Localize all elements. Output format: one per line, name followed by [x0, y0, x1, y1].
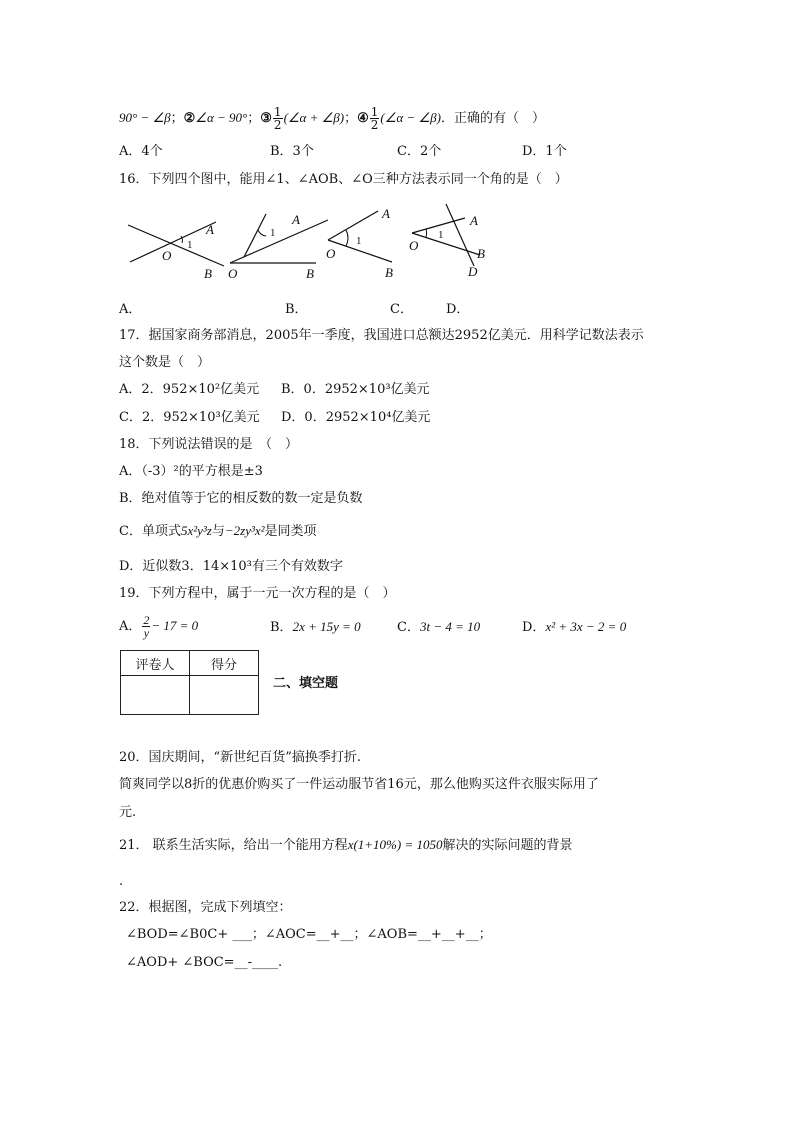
- q16-b-label-A: A: [292, 212, 300, 227]
- q18-c-suffix: 是同类项: [264, 524, 317, 539]
- q21-prefix: 21． 联系生活实际，给出一个能用方程: [119, 838, 348, 853]
- grader-score-cell[interactable]: [190, 676, 259, 715]
- q16-c-label-O: O: [326, 246, 336, 261]
- q17-option-d[interactable]: D．0．2952×10⁴亿美元: [281, 410, 431, 425]
- q18-c-mid: 与: [211, 524, 225, 539]
- q16-d-label-O: O: [409, 238, 419, 253]
- q18-c-monomial-2: −2zy³x²: [224, 523, 265, 538]
- q15-part2: ∠α − 90°: [195, 110, 248, 125]
- section-title: 二、填空题: [273, 676, 339, 691]
- q15-option-d[interactable]: D．1个: [522, 144, 567, 159]
- q15-circle-2: ②: [183, 111, 196, 126]
- q16-a-label-A: A: [206, 222, 214, 237]
- q16-b-label-O: O: [228, 266, 238, 281]
- q15-sep: ；: [170, 111, 184, 126]
- q19-option-b[interactable]: B．2x + 15y = 0: [270, 619, 361, 635]
- q15-half-fraction-4: $\frac{1}{2}$: [370, 105, 379, 132]
- q19-stem: 19．下列方程中，属于一元一次方程的是（ ）: [119, 586, 396, 601]
- q15-option-b[interactable]: B．3个: [270, 144, 314, 159]
- q18-c-monomial-1: 5x²y³z: [180, 523, 212, 538]
- q16-d-label-A: A: [470, 213, 478, 228]
- q16-c-label-A: A: [382, 206, 390, 221]
- q19-a-fraction: $\frac{2}{y}$: [143, 613, 150, 640]
- q22-blanks-line1[interactable]: ∠BOD=∠B0C+ ___；∠AOC=__+__；∠AOB=__+__+__；: [126, 927, 492, 942]
- q16-b-label-1: 1: [270, 227, 276, 239]
- q18-option-a[interactable]: A．（-3）²的平方根是±3: [119, 464, 263, 479]
- grader-col-score: 得分: [190, 651, 259, 676]
- q16-a-label-O: O: [162, 248, 172, 263]
- q15-beta: β: [164, 110, 171, 125]
- q19-option-c[interactable]: C．3t − 4 = 10: [397, 619, 481, 635]
- q16-d-label-1: 1: [438, 229, 444, 241]
- q16-option-a[interactable]: A．: [119, 302, 142, 317]
- q15-circle-3: ③: [260, 111, 272, 126]
- q18-option-d[interactable]: D．近似数3．14×10³有三个有效数字: [119, 559, 343, 574]
- q17-option-b[interactable]: B．0．2952×10³亿美元: [281, 382, 430, 397]
- q15-tail: ．正确的有（ ）: [440, 111, 545, 126]
- q17-stem-line1: 17．据国家商务部消息，2005年一季度，我国进口总额达2952亿美元．用科学记数法表示: [119, 328, 644, 343]
- grader-table: [120, 650, 259, 715]
- q16-option-b[interactable]: B．: [285, 302, 308, 317]
- q21-answer-dot[interactable]: .: [119, 874, 124, 889]
- q16-d-label-D: D: [468, 264, 478, 279]
- q21-suffix: 解决的实际问题的背景: [442, 838, 573, 853]
- q18-option-b[interactable]: B．绝对值等于它的相反数的数一定是负数: [119, 491, 363, 506]
- q20-line2: 简爽同学以8折的优惠价购买了一件运动服节省16元，那么他购买这件衣服实际用了: [119, 777, 599, 792]
- grader-reviewer-cell[interactable]: [121, 676, 190, 715]
- q15-option-c[interactable]: C．2个: [397, 144, 442, 159]
- q15-paren4: (∠α − ∠β): [380, 110, 441, 125]
- q16-a-label-B: B: [204, 266, 212, 281]
- q16-c-label-1: 1: [356, 235, 362, 247]
- q15-part1: 90° − ∠: [119, 110, 165, 125]
- q19-option-d[interactable]: D．x² + 3x − 2 = 0: [522, 619, 627, 635]
- q16-option-c[interactable]: C．: [390, 302, 413, 317]
- q18-stem: 18．下列说法错误的是 （ ）: [119, 437, 299, 452]
- q16-a-label-1: 1: [187, 239, 193, 251]
- q16-figure-a: [128, 222, 224, 281]
- q16-stem: 16．下列四个图中，能用∠1、∠AOB、∠O三种方法表示同一个角的是（ ）: [119, 172, 568, 187]
- q16-figure-b: [228, 212, 328, 281]
- q16-option-d[interactable]: D．: [446, 302, 470, 317]
- q21-equation: x(1+10%) = 1050: [347, 837, 443, 852]
- q16-figure-d: [409, 204, 485, 279]
- q16-angle-figures: [120, 200, 500, 285]
- q22-stem: 22．根据图，完成下列填空：: [119, 900, 292, 915]
- q21-line: [119, 835, 573, 856]
- q19-option-a[interactable]: A． $\frac{2}{y}$ − 17 = 0: [119, 613, 199, 640]
- q18-option-c[interactable]: [119, 521, 317, 542]
- q15-sep2: ；: [247, 111, 261, 126]
- q15-circle-4: ④: [357, 111, 369, 126]
- q15-half-fraction-3: $\frac{1}{2}$: [273, 105, 282, 132]
- q16-c-label-B: B: [385, 265, 393, 280]
- q17-option-a[interactable]: A．2．952×10²亿美元: [119, 382, 260, 397]
- q16-d-label-B: B: [477, 246, 485, 261]
- q18-c-prefix: C．单项式: [119, 524, 181, 539]
- q15-sep3: ；: [344, 111, 358, 126]
- q17-option-c[interactable]: C．2．952×10³亿美元: [119, 410, 260, 425]
- q15-line: [119, 106, 545, 131]
- q22-blanks-line2[interactable]: ∠AOD+ ∠BOC=__-____.: [126, 955, 283, 970]
- q20-line3: 元.: [119, 805, 137, 820]
- q16-figure-c: [326, 206, 393, 280]
- q16-b-label-B: B: [306, 266, 314, 281]
- q20-line1: 20．国庆期间，“新世纪百货”搞换季打折.: [119, 750, 361, 765]
- q15-paren3: (∠α + ∠β): [283, 110, 345, 125]
- grader-col-reviewer: 评卷人: [121, 651, 190, 676]
- q15-option-a[interactable]: A．4个: [119, 144, 163, 159]
- q17-stem-line2: 这个数是（ ）: [119, 355, 211, 370]
